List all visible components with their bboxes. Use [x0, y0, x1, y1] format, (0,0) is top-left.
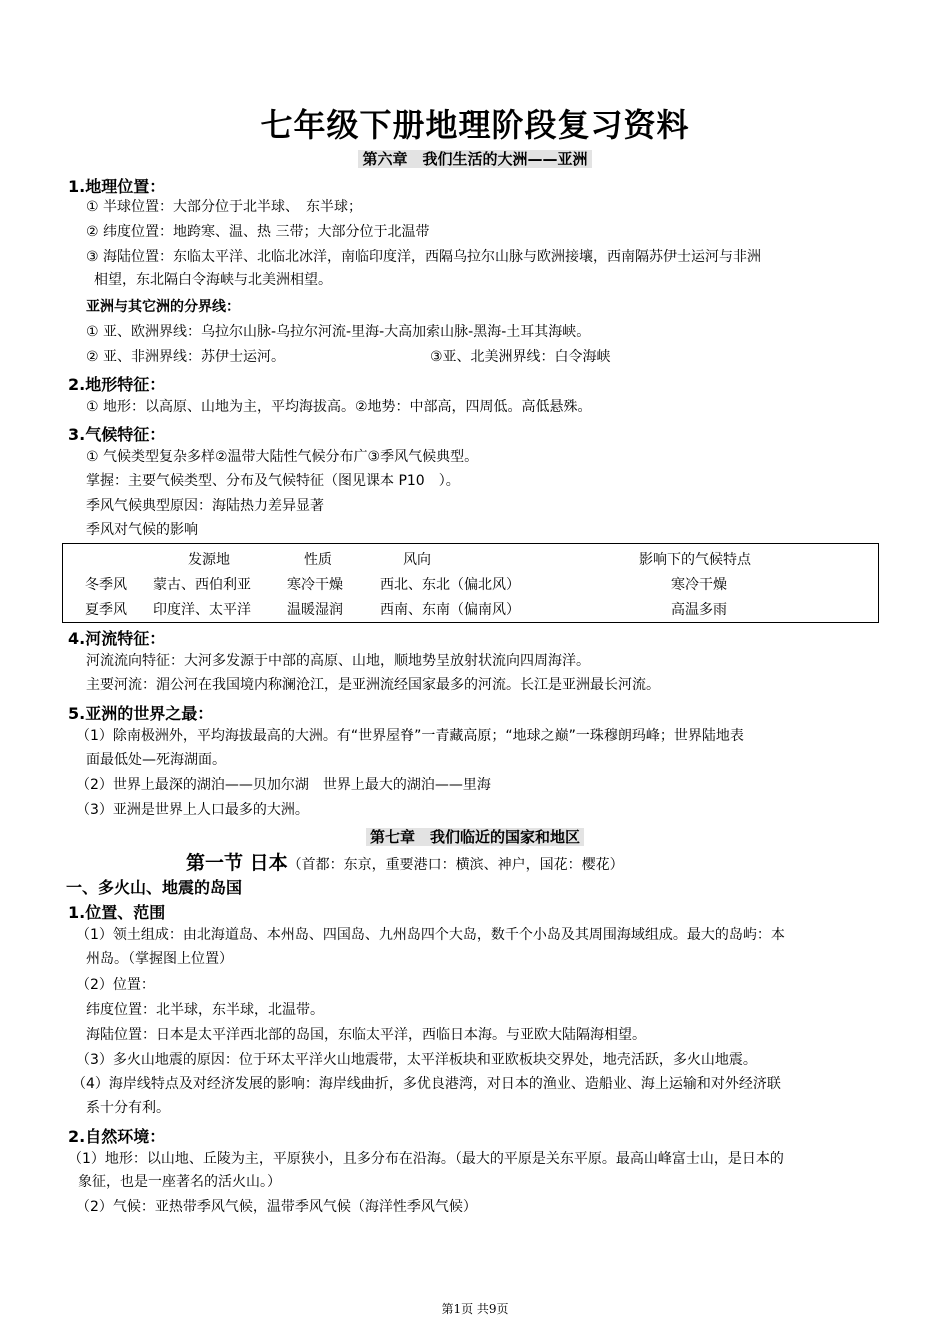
section-japan-title: 第一节 日本（首都：东京，重要港口：横滨、神户，国花：樱花）	[186, 852, 624, 874]
s1-boundary-heading: 亚洲与其它洲的分界线：	[86, 299, 240, 315]
s5-line-1b: 面最低处—死海湖面。	[86, 752, 226, 768]
chapter-6-heading: 第六章 我们生活的大洲——亚洲	[0, 148, 950, 169]
s3-line-4: 季风对气候的影响	[86, 522, 198, 538]
s5-line-2: （2）世界上最深的湖泊——贝加尔湖 世界上最大的湖泊——里海	[76, 777, 491, 793]
table-row-1-climate: 寒冷干燥	[671, 577, 727, 593]
j1-line-4: 海陆位置：日本是太平洋西北部的岛国，东临太平洋，西临日本海。与亚欧大陆隔海相望。	[86, 1027, 646, 1043]
j2-heading: 2.自然环境：	[68, 1127, 166, 1146]
s5-heading: 5.亚洲的世界之最：	[68, 704, 214, 723]
j1-line-6b: 系十分有利。	[86, 1100, 170, 1116]
table-header-nature: 性质	[304, 552, 332, 568]
table-row-1-origin: 蒙古、西伯利亚	[153, 577, 251, 593]
s1-line-2: ② 纬度位置：地跨寒、温、热 三带；大部分位于北温带	[86, 224, 430, 240]
s1-boundary-3: ③亚、北美洲界线：白令海峡	[430, 349, 611, 365]
s2-line-1: ① 地形：以高原、山地为主，平均海拔高。②地势：中部高，四周低。高低悬殊。	[86, 399, 592, 415]
table-row-1-direction: 西北、东北（偏北风）	[380, 577, 520, 593]
s1-boundary-2: ② 亚、非洲界线：苏伊士运河。	[86, 349, 286, 365]
j1-line-6a: （4）海岸线特点及对经济发展的影响：海岸线曲折，多优良港湾，对日本的渔业、造船业、海上运输和对外经济联	[72, 1076, 781, 1092]
table-row-2-direction: 西南、东南（偏南风）	[380, 602, 520, 618]
table-row-2-name: 夏季风	[85, 602, 127, 618]
j2-line-1b: 象征，也是一座著名的活火山。）	[78, 1174, 281, 1190]
s3-line-1: ① 气候类型复杂多样②温带大陆性气候分布广③季风气候典型。	[86, 449, 479, 465]
document-title: 七年级下册地理阶段复习资料	[260, 106, 690, 144]
s1-line-3a: ③ 海陆位置：东临太平洋、北临北冰洋，南临印度洋，西隔乌拉尔山脉与欧洲接壤，西南隔苏伊士运河与非洲	[86, 249, 761, 265]
table-header-climate: 影响下的气候特点	[639, 552, 751, 568]
s4-heading: 4.河流特征：	[68, 629, 166, 648]
j1-line-3: 纬度位置：北半球，东半球，北温带。	[86, 1002, 324, 1018]
s3-line-2: 掌握：主要气候类型、分布及气候特征（图见课本 P10 ）。	[86, 473, 460, 489]
j1-line-5: （3）多火山地震的原因：位于环太平洋火山地震带，太平洋板块和亚欧板块交界处，地壳活跃，多火山地震。	[76, 1052, 757, 1068]
s3-heading: 3.气候特征：	[68, 425, 166, 444]
j2-line-1a: （1）地形：以山地、丘陵为主，平原狭小，且多分布在沿海。（最大的平原是关东平原。最高山峰富士山，是日本的	[68, 1151, 784, 1167]
table-row-1-nature: 寒冷干燥	[287, 577, 343, 593]
s1-line-1: ① 半球位置：大部分位于北半球、 东半球；	[86, 199, 362, 215]
s5-line-3: （3）亚洲是世界上人口最多的大洲。	[76, 802, 309, 818]
table-row-2-climate: 高温多雨	[671, 602, 727, 618]
s1-line-3b: 相望，东北隔白令海峡与北美洲相望。	[94, 272, 332, 288]
s1-boundary-1: ① 亚、欧洲界线：乌拉尔山脉-乌拉尔河流-里海-大高加索山脉-黑海-土耳其海峡。	[86, 324, 591, 340]
table-row-2-origin: 印度洋、太平洋	[153, 602, 251, 618]
j1-line-2: （2）位置：	[76, 977, 155, 993]
s1-heading: 1.地理位置：	[68, 177, 166, 196]
part-1-heading: 一、多火山、地震的岛国	[66, 878, 243, 897]
table-header-direction: 风向	[403, 552, 431, 568]
monsoon-table	[62, 543, 879, 623]
chapter-7-heading: 第七章 我们临近的国家和地区	[0, 826, 950, 847]
s5-line-1a: （1）除南极洲外，平均海拔最高的大洲。有“世界屋脊”一青藏高原；“地球之巅”一珠穆朗玛峰；世界陆地表	[76, 728, 744, 744]
s4-line-2: 主要河流：湄公河在我国境内称澜沧江，是亚洲流经国家最多的河流。长江是亚洲最长河流。	[86, 677, 660, 693]
j1-heading: 1.位置、范围	[68, 903, 166, 922]
j1-line-1b: 州岛。（掌握图上位置）	[86, 951, 233, 967]
table-row-2-nature: 温暖湿润	[287, 602, 343, 618]
j1-line-1a: （1）领土组成：由北海道岛、本州岛、四国岛、九州岛四个大岛，数千个小岛及其周围海域组成。最大的岛屿：本	[76, 927, 785, 943]
s4-line-1: 河流流向特征：大河多发源于中部的高原、山地，顺地势呈放射状流向四周海洋。	[86, 653, 590, 669]
j2-line-2: （2）气候：亚热带季风气候，温带季风气候（海洋性季风气候）	[76, 1199, 477, 1215]
s3-line-3: 季风气候典型原因：海陆热力差异显著	[86, 498, 324, 514]
table-header-origin: 发源地	[188, 552, 230, 568]
page-footer: 第1页 共9页	[441, 1302, 509, 1316]
table-row-1-name: 冬季风	[85, 577, 127, 593]
s2-heading: 2.地形特征：	[68, 375, 166, 394]
